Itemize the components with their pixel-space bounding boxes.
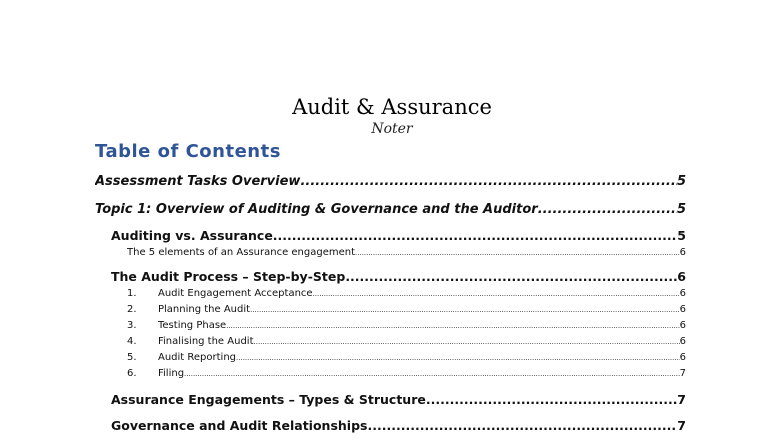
toc-entry-topic-1[interactable] (95, 202, 686, 217)
toc-entry-testing[interactable] (127, 320, 686, 331)
toc-entry-finalising[interactable] (127, 336, 686, 347)
toc-page-number: 5 (676, 174, 686, 189)
toc-page-number: 7 (677, 418, 686, 433)
toc-page-number: 5 (676, 202, 686, 217)
toc-entry-assessment-tasks[interactable] (95, 174, 686, 189)
toc-page-number: 6 (679, 352, 686, 363)
toc-page-number: 6 (679, 336, 686, 347)
toc-entry-label: Topic 1: Overview of Auditing & Governance and the Auditor (95, 202, 538, 217)
toc-leader (345, 269, 677, 284)
toc-entry-number: 6. (127, 368, 137, 379)
toc-entry-label: Assessment Tasks Overview (95, 174, 301, 189)
toc-page-number: 6 (677, 269, 686, 284)
toc-leader (313, 290, 680, 298)
toc-entry-label: Finalising the Audit (158, 336, 254, 347)
toc-leader (538, 202, 677, 217)
toc-leader (355, 249, 680, 257)
toc-entry-label: Testing Phase (158, 320, 227, 331)
toc-leader (300, 174, 677, 189)
toc-entry-number: 2. (127, 304, 137, 315)
toc-heading: Table of Contents (95, 141, 281, 162)
toc-entry-label: Auditing vs. Assurance (111, 228, 273, 243)
toc-entry-audit-process[interactable] (111, 269, 686, 284)
toc-page-number: 6 (679, 288, 686, 299)
toc-entry-number: 3. (127, 320, 137, 331)
toc-leader (226, 322, 679, 330)
toc-entry-label: Filing (158, 368, 185, 379)
toc-page-number: 5 (677, 228, 686, 243)
toc-leader (426, 392, 677, 407)
toc-entry-engagement-acceptance[interactable] (127, 288, 686, 299)
toc-leader (367, 418, 677, 433)
document-subtitle: Noter (371, 121, 413, 137)
toc-leader (236, 354, 680, 362)
toc-entry-5-elements[interactable] (127, 247, 686, 258)
toc-entry-label: Audit Engagement Acceptance (158, 288, 313, 299)
toc-leader (184, 370, 680, 378)
toc-leader (254, 338, 680, 346)
toc-entry-label: Planning the Audit (158, 304, 251, 315)
toc-entry-label: Governance and Audit Relationships (111, 418, 368, 433)
toc-entry-reporting[interactable] (127, 352, 686, 363)
toc-entry-label: Assurance Engagements – Types & Structure (111, 392, 426, 407)
toc-page-number: 6 (679, 304, 686, 315)
toc-page-number: 7 (679, 368, 686, 379)
toc-entry-filing[interactable] (127, 368, 686, 379)
toc-entry-label: The Audit Process – Step-by-Step (111, 269, 346, 284)
toc-entry-label: Audit Reporting (158, 352, 237, 363)
toc-entry-governance[interactable] (111, 418, 686, 433)
toc-entry-planning[interactable] (127, 304, 686, 315)
toc-page-number: 6 (679, 247, 686, 258)
toc-entry-number: 1. (127, 288, 137, 299)
toc-entry-number: 5. (127, 352, 137, 363)
toc-page-number: 6 (679, 320, 686, 331)
toc-entry-assurance-engagements[interactable] (111, 392, 686, 407)
toc-entry-auditing-vs-assurance[interactable] (111, 228, 686, 243)
toc-leader (273, 228, 678, 243)
toc-leader (250, 306, 680, 314)
toc-page-number: 7 (677, 392, 686, 407)
toc-entry-number: 4. (127, 336, 137, 347)
document-title: Audit & Assurance (292, 95, 492, 119)
toc-entry-label: The 5 elements of an Assurance engagement (127, 247, 356, 258)
